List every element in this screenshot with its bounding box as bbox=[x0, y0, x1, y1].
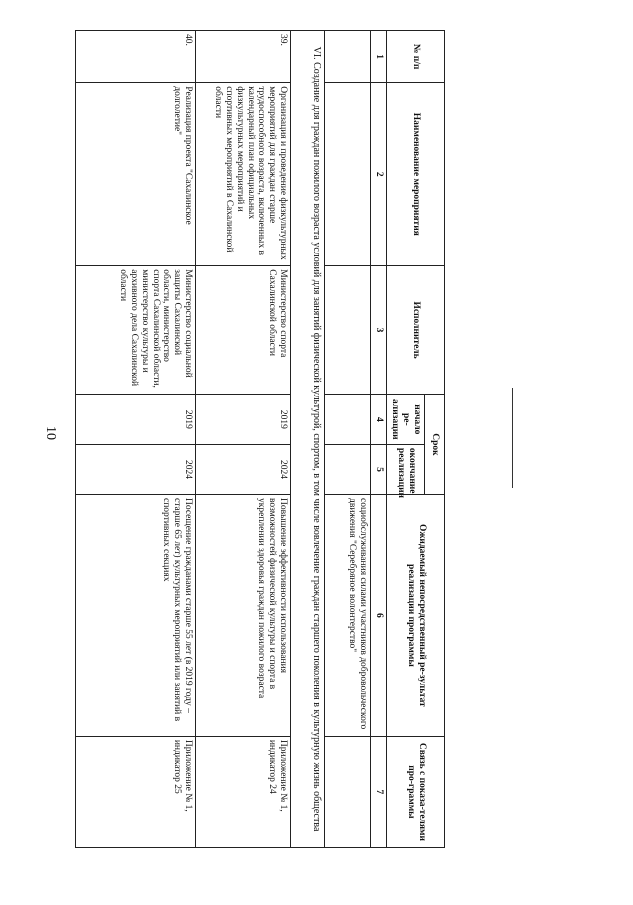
header-result: Ожидаемый непосредственный ре-зультат реализации программы bbox=[387, 495, 445, 737]
row-executor: Министерство спорта Сахалинской области bbox=[196, 266, 291, 395]
header-term: Срок bbox=[425, 394, 445, 494]
header-link: Связь с показа-телями про-граммы bbox=[387, 736, 445, 847]
row-start: 2019 bbox=[76, 394, 196, 444]
row-link: Приложение № 1, индикатор 25 bbox=[76, 736, 196, 847]
row-end: 2024 bbox=[76, 444, 196, 494]
header-start: начало ре-ализации bbox=[387, 394, 425, 444]
row-end: 2024 bbox=[196, 444, 291, 494]
section-title: VI. Создание для граждан пожилого возраста условий для занятий физической культурой, спортом, в том числе вовлечение граждан старшего поколения в культурную жизнь общества bbox=[291, 31, 325, 848]
row-executor: Министерство социальной защиты Сахалинской области, министерство спорта Сахалинской области, министерство культуры и архивного дела Сахалинской области bbox=[76, 266, 196, 395]
row-name: Реализация проекта "Сахалинское долголетие" bbox=[76, 83, 196, 266]
rotated-table bbox=[92, 30, 445, 848]
row-result: Повышение эффективности использования возможностей физической культуры и спорта в укреплении здоровья граждан пожилого возраста bbox=[196, 495, 291, 737]
col-number-5: 5 bbox=[371, 444, 387, 494]
row-name: Организация и проведение физкультурных мероприятий для граждан старше трудоспособного возраста, включенных в календарный план официальных физкультурных мероприятий и спортивных мероприятий в Сахалинской области bbox=[196, 83, 291, 266]
row-num: 40. bbox=[76, 31, 196, 83]
row-num: 39. bbox=[196, 31, 291, 83]
row-start: 2019 bbox=[196, 394, 291, 444]
rotated-table-wrapper bbox=[92, 30, 445, 848]
table-row bbox=[196, 31, 291, 848]
header-num: № п/п bbox=[387, 31, 445, 83]
carry-over-text: социобслуживания силами участников добровольческого движения "Серебряное волонтерство" bbox=[325, 495, 371, 737]
header-end: окончание реализации bbox=[387, 444, 425, 494]
table-row bbox=[76, 31, 196, 848]
col-number-2: 2 bbox=[371, 83, 387, 266]
row-result: Посещение гражданами старше 55 лет (в 2019 году – старше 65 лет) культурных мероприятий или занятий в спортивных секциях bbox=[76, 495, 196, 737]
col-number-1: 1 bbox=[371, 31, 387, 83]
header-name: Наименование мероприятия bbox=[387, 83, 445, 266]
col-number-3: 3 bbox=[371, 266, 387, 395]
row-link: Приложение № 1, индикатор 24 bbox=[196, 736, 291, 847]
col-number-4: 4 bbox=[371, 394, 387, 444]
page-number: 10 bbox=[43, 426, 58, 440]
col-number-6: 6 bbox=[371, 495, 387, 737]
header-executor: Исполнитель bbox=[387, 266, 445, 395]
col-number-7: 7 bbox=[371, 736, 387, 847]
horizontal-rule bbox=[512, 388, 513, 488]
program-table bbox=[75, 30, 445, 848]
